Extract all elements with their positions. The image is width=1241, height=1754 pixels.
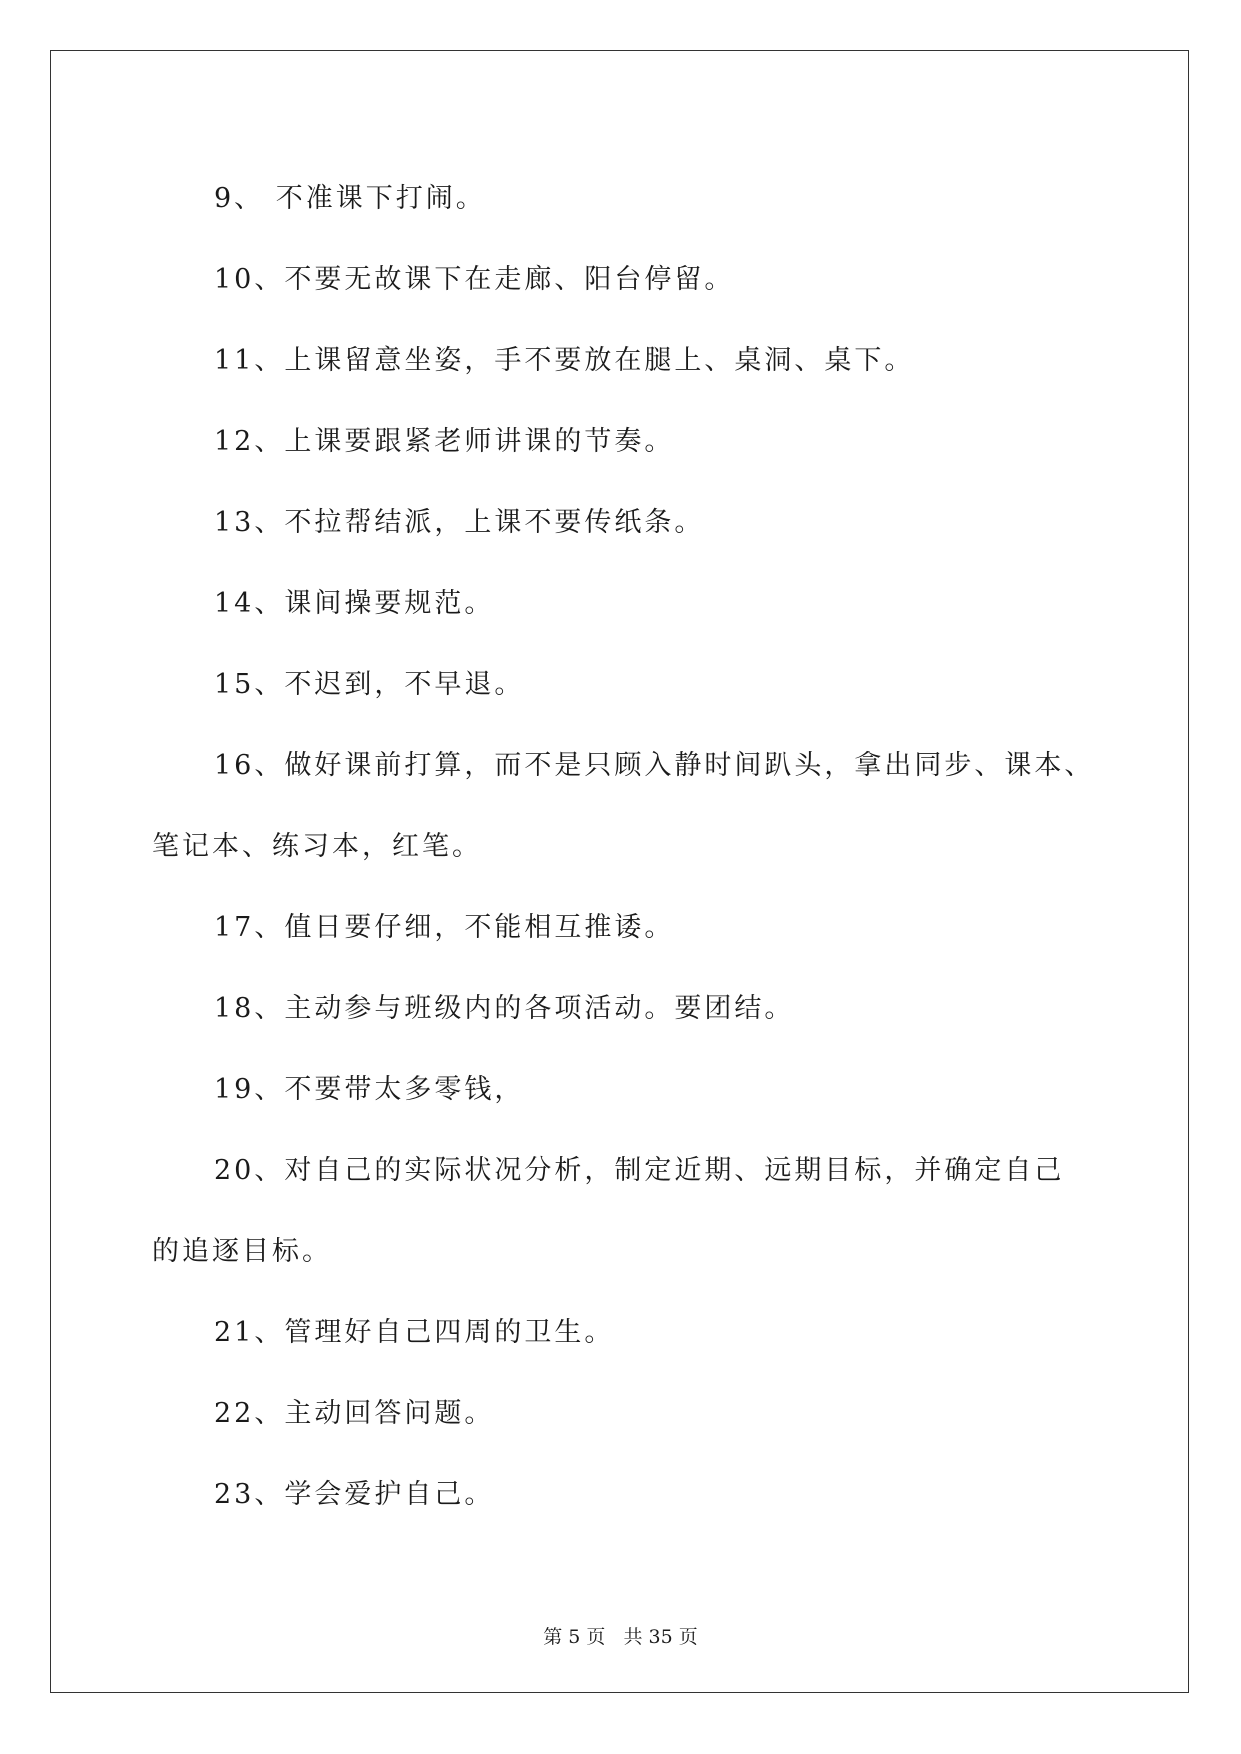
list-item-16-continuation: 笔记本、练习本，红笔。 [152, 831, 482, 862]
list-item-19: 19、不要带太多零钱， [214, 1074, 525, 1105]
list-item-20: 20、对自己的实际状况分析，制定近期、远期目标，并确定自己 [214, 1155, 1065, 1186]
document-body [152, 158, 1112, 1535]
list-item-9: 9、 不准课下打闹。 [214, 183, 486, 214]
list-item-23: 23、学会爱护自己。 [214, 1479, 495, 1510]
list-item-20-continuation: 的追逐目标。 [152, 1236, 332, 1267]
list-item-22: 22、主动回答问题。 [214, 1398, 495, 1429]
list-item-15: 15、不迟到，不早退。 [214, 669, 525, 700]
list-item-21: 21、管理好自己四周的卫生。 [214, 1317, 615, 1348]
list-item-13: 13、不拉帮结派，上课不要传纸条。 [214, 507, 705, 538]
list-item-10: 10、不要无故课下在走廊、阳台停留。 [214, 264, 735, 295]
list-item-14: 14、课间操要规范。 [214, 588, 495, 619]
page-footer: 第 5 页 共 35 页 [543, 1626, 698, 1648]
list-item-11: 11、上课留意坐姿，手不要放在腿上、桌洞、桌下。 [214, 345, 915, 376]
list-item-12: 12、上课要跟紧老师讲课的节奏。 [214, 426, 675, 457]
list-item-16: 16、做好课前打算，而不是只顾入静时间趴头，拿出同步、课本、 [214, 750, 1095, 781]
list-item-17: 17、值日要仔细，不能相互推诿。 [214, 912, 675, 943]
list-item-18: 18、主动参与班级内的各项活动。要团结。 [214, 993, 795, 1024]
